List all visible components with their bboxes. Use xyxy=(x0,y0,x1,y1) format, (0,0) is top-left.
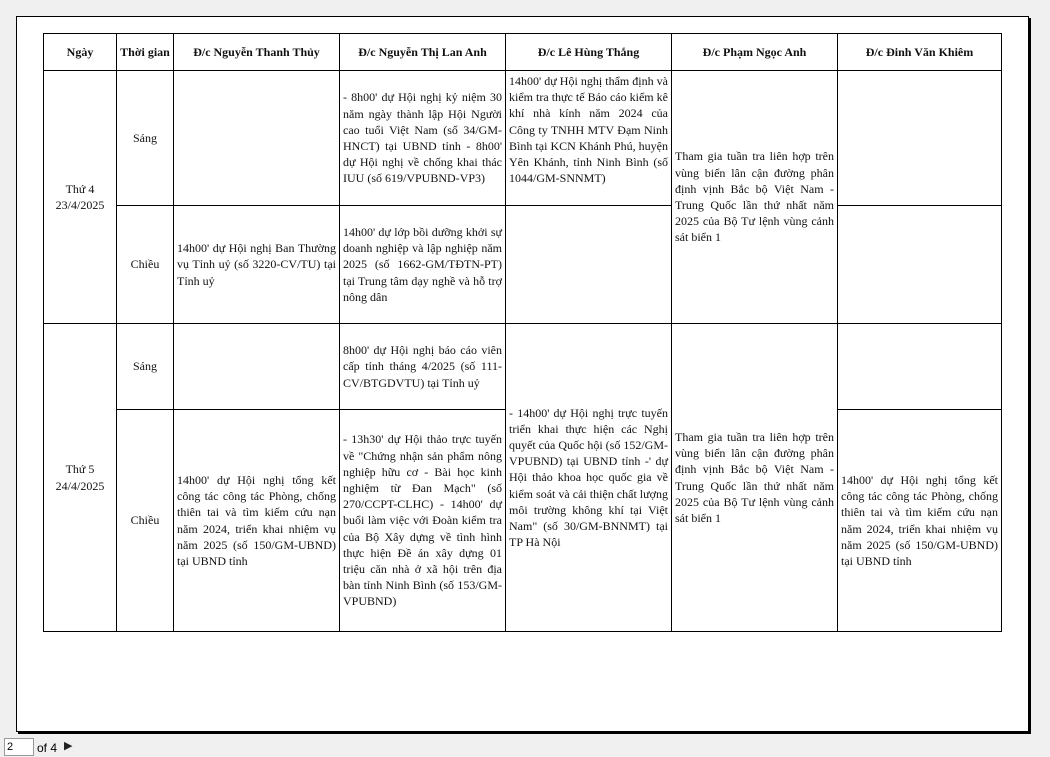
header-row xyxy=(44,34,1002,71)
header-person-1: Đ/c Nguyễn Thanh Thủy xyxy=(174,34,340,71)
schedule-cell: 14h00' dự lớp bồi dưỡng khởi sự doanh nghiệp và lập nghiệp năm 2025 (số 1662-GM/TĐTN-PT) tại Trung tâm dạy nghề và hỗ trợ nông dân xyxy=(340,206,506,324)
header-person-3: Đ/c Lê Hùng Thắng xyxy=(506,34,672,71)
next-page-icon[interactable]: ▶ xyxy=(64,740,73,752)
day-name: Thứ 4 xyxy=(65,181,95,196)
schedule-cell: 14h00' dự Hội nghị Ban Thường vụ Tỉnh uỷ (số 3220-CV/TU) tại Tỉnh uỷ xyxy=(174,206,340,324)
schedule-cell: - 8h00' dự Hội nghị kỷ niệm 30 năm ngày thành lập Hội Người cao tuổi Việt Nam (số 34/GM-HNCT) tại UBND tỉnh - 8h00' dự Hội nghị về chống khai thác IUU (số 619/VPUBND-VP3) xyxy=(340,71,506,206)
header-day: Ngày xyxy=(44,34,117,71)
schedule-cell xyxy=(174,324,340,410)
day-name: Thứ 5 xyxy=(65,462,95,477)
schedule-cell xyxy=(838,71,1002,206)
schedule-cell: - 13h30' dự Hội thảo trực tuyến về "Chứng nhận sản phẩm nông nghiệp hữu cơ - Bài học kinh nghiệm từ Đan Mạch" (số 270/CCPT-CLHC) - 14h00' dự buổi làm việc với Đoàn kiểm tra của Bộ Xây dựng về tình hình thực hiện Đề án xây dựng 01 triệu căn nhà ở xã hội trên địa bàn tỉnh Ninh Bình (số 153/GM-VPUBND) xyxy=(340,410,506,632)
schedule-cell: - 14h00' dự Hội nghị trực tuyến triển khai thực hiện các Nghị quyết của Quốc hội (số 152/GM-VPUBND) tại UBND tỉnh -' dự Hội thảo khoa học quốc gia về kiểm soát và cải thiện chất lượng môi trường không khí tại Việt Nam" (số 30/GM-BNNMT) tại TP Hà Nội xyxy=(506,324,672,632)
page-number-input[interactable] xyxy=(4,738,34,756)
schedule-cell xyxy=(506,206,672,324)
header-person-2: Đ/c Nguyễn Thị Lan Anh xyxy=(340,34,506,71)
schedule-cell xyxy=(838,324,1002,410)
schedule-table xyxy=(43,33,1002,632)
time-cell: Chiều xyxy=(117,206,174,324)
table-row xyxy=(44,206,1002,324)
table-row xyxy=(44,324,1002,410)
schedule-cell xyxy=(838,206,1002,324)
document-page xyxy=(16,16,1029,732)
header-person-4: Đ/c Phạm Ngọc Anh xyxy=(672,34,838,71)
schedule-cell xyxy=(174,71,340,206)
day-cell xyxy=(44,71,117,324)
header-time: Thời gian xyxy=(117,34,174,71)
day-date: 23/4/2025 xyxy=(55,198,105,212)
schedule-cell: 14h00' dự Hội nghị tổng kết công tác công tác Phòng, chống thiên tai và tìm kiếm cứu nạn năm 2024, triển khai nhiệm vụ năm 2025 (số 150/GM-UBND) tại UBND tỉnh xyxy=(838,410,1002,632)
header-person-5: Đ/c Đinh Văn Khiêm xyxy=(838,34,1002,71)
time-cell: Sáng xyxy=(117,71,174,206)
time-cell: Sáng xyxy=(117,324,174,410)
day-cell xyxy=(44,324,117,632)
schedule-cell: Tham gia tuần tra liên hợp trên vùng biển lân cận đường phân định vịnh Bắc bộ Việt Nam - Trung Quốc lần thứ nhất năm 2025 của Bộ Tư lệnh vùng cảnh sát biển 1 xyxy=(672,71,838,324)
schedule-cell: 8h00' dự Hội nghị báo cáo viên cấp tỉnh tháng 4/2025 (số 111-CV/BTGDVTU) tại Tỉnh uỷ xyxy=(340,324,506,410)
time-cell: Chiều xyxy=(117,410,174,632)
schedule-cell: 14h00' dự Hội nghị tổng kết công tác công tác Phòng, chống thiên tai và tìm kiếm cứu nạn năm 2024, triển khai nhiệm vụ năm 2025 (số 150/GM-UBND) tại UBND tỉnh xyxy=(174,410,340,632)
page-count-label: of 4 xyxy=(37,741,58,755)
day-date: 24/4/2025 xyxy=(55,478,105,493)
schedule-cell: 14h00' dự Hội nghị thẩm định và kiểm tra thực tế Báo cáo kiểm kê khí nhà kính năm 2024 của Công ty TNHH MTV Đạm Ninh Bình tại KCN Khánh Phú, huyện Yên Khánh, tỉnh Ninh Bình (số 1044/GM-SNNMT) xyxy=(506,71,672,206)
page-navigation-bar xyxy=(0,737,1050,757)
table-row xyxy=(44,71,1002,206)
schedule-cell: Tham gia tuần tra liên hợp trên vùng biển lân cận đường phân định vịnh Bắc bộ Việt Nam - Trung Quốc lần thứ nhất năm 2025 của Bộ Tư lệnh vùng cảnh sát biển 1 xyxy=(672,324,838,632)
